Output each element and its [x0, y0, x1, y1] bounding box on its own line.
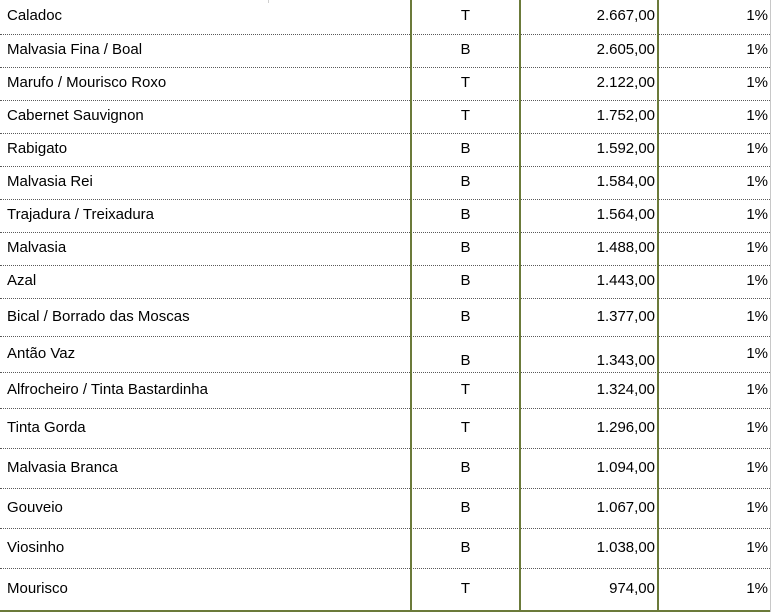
table-row: [0, 299, 770, 337]
area-value-cell[interactable]: 1.296,00: [596, 418, 655, 436]
percent-cell[interactable]: 1%: [746, 206, 768, 223]
column-border-name: [410, 0, 412, 612]
variety-type-cell[interactable]: B: [460, 458, 471, 476]
percent-cell[interactable]: 1%: [746, 7, 768, 24]
variety-type-cell[interactable]: B: [460, 41, 471, 58]
variety-name-cell[interactable]: Alfrocheiro / Tinta Bastardinha: [7, 380, 208, 398]
variety-type-cell[interactable]: B: [460, 307, 471, 325]
variety-type-cell[interactable]: T: [460, 380, 471, 398]
area-value-cell[interactable]: 1.324,00: [596, 380, 655, 398]
variety-name-cell[interactable]: Caladoc: [7, 7, 63, 24]
percent-cell[interactable]: 1%: [746, 173, 768, 190]
area-value-cell[interactable]: 2.667,00: [596, 7, 655, 24]
variety-name-cell[interactable]: Bical / Borrado das Moscas: [7, 307, 190, 325]
column-border-value: [657, 0, 659, 612]
area-value-cell[interactable]: 2.605,00: [596, 41, 655, 58]
variety-name-cell[interactable]: Malvasia Fina / Boal: [7, 41, 143, 58]
variety-name-cell[interactable]: Malvasia Branca: [7, 458, 118, 476]
table-row: [0, 266, 770, 299]
area-value-cell[interactable]: 1.377,00: [596, 307, 655, 325]
variety-type-cell[interactable]: T: [460, 418, 471, 436]
variety-name-cell[interactable]: Rabigato: [7, 140, 68, 157]
area-value-cell[interactable]: 1.067,00: [596, 498, 655, 516]
table-row: [0, 68, 770, 101]
percent-cell[interactable]: 1%: [746, 107, 768, 124]
table-row: [0, 233, 770, 266]
variety-name-cell[interactable]: Mourisco: [7, 579, 68, 597]
table-row: [0, 409, 770, 449]
variety-type-cell[interactable]: B: [460, 239, 471, 256]
area-value-cell[interactable]: 2.122,00: [596, 74, 655, 91]
area-value-cell[interactable]: 1.343,00: [596, 352, 655, 369]
table-row: [0, 35, 770, 68]
table-row: [0, 449, 770, 489]
percent-cell[interactable]: 1%: [746, 498, 768, 516]
variety-type-cell[interactable]: T: [460, 7, 471, 24]
percent-cell[interactable]: 1%: [746, 239, 768, 256]
variety-type-cell[interactable]: B: [460, 538, 471, 556]
table-row: [0, 200, 770, 233]
table-row: [0, 373, 770, 409]
percent-cell[interactable]: 1%: [746, 41, 768, 58]
area-value-cell[interactable]: 1.094,00: [596, 458, 655, 476]
area-value-cell[interactable]: 1.488,00: [596, 239, 655, 256]
percent-cell[interactable]: 1%: [746, 380, 768, 398]
percent-cell[interactable]: 1%: [746, 344, 768, 362]
table-row: [0, 337, 770, 373]
variety-type-cell[interactable]: B: [460, 173, 471, 190]
variety-type-cell[interactable]: T: [460, 579, 471, 597]
variety-type-cell[interactable]: T: [460, 107, 471, 124]
variety-name-cell[interactable]: Tinta Gorda: [7, 418, 86, 436]
variety-type-cell[interactable]: B: [460, 498, 471, 516]
variety-name-cell[interactable]: Viosinho: [7, 538, 65, 556]
area-value-cell[interactable]: 1.584,00: [596, 173, 655, 190]
variety-name-cell[interactable]: Malvasia: [7, 239, 67, 256]
percent-cell[interactable]: 1%: [746, 418, 768, 436]
area-value-cell[interactable]: 1.564,00: [596, 206, 655, 223]
variety-name-cell[interactable]: Trajadura / Treixadura: [7, 206, 155, 223]
variety-name-cell[interactable]: Malvasia Rei: [7, 173, 93, 190]
area-value-cell[interactable]: 1.752,00: [596, 107, 655, 124]
percent-cell[interactable]: 1%: [746, 579, 768, 597]
variety-name-cell[interactable]: Marufo / Mourisco Roxo: [7, 74, 167, 91]
percent-cell[interactable]: 1%: [746, 272, 768, 289]
table-row: [0, 134, 770, 167]
area-value-cell[interactable]: 974,00: [609, 579, 655, 597]
variety-type-cell[interactable]: B: [460, 272, 471, 289]
variety-name-cell[interactable]: Azal: [7, 272, 37, 289]
column-border-type: [519, 0, 521, 612]
percent-cell[interactable]: 1%: [746, 538, 768, 556]
variety-type-cell[interactable]: B: [460, 206, 471, 223]
percent-cell[interactable]: 1%: [746, 74, 768, 91]
area-value-cell[interactable]: 1.443,00: [596, 272, 655, 289]
variety-name-cell[interactable]: Antão Vaz: [7, 344, 76, 362]
area-value-cell[interactable]: 1.592,00: [596, 140, 655, 157]
table-row: [0, 167, 770, 200]
percent-cell[interactable]: 1%: [746, 458, 768, 476]
variety-name-cell[interactable]: Cabernet Sauvignon: [7, 107, 144, 124]
variety-type-cell[interactable]: T: [460, 74, 471, 91]
area-value-cell[interactable]: 1.038,00: [596, 538, 655, 556]
percent-cell[interactable]: 1%: [746, 140, 768, 157]
variety-type-cell[interactable]: B: [460, 140, 471, 157]
table-row: [0, 0, 770, 35]
table-row: [0, 101, 770, 134]
column-border-percent: [770, 0, 771, 612]
percent-cell[interactable]: 1%: [746, 307, 768, 325]
table-row: [0, 529, 770, 569]
variety-type-cell[interactable]: B: [460, 352, 471, 369]
table-row: [0, 489, 770, 529]
variety-name-cell[interactable]: Gouveio: [7, 498, 63, 516]
table-row: [0, 569, 770, 612]
